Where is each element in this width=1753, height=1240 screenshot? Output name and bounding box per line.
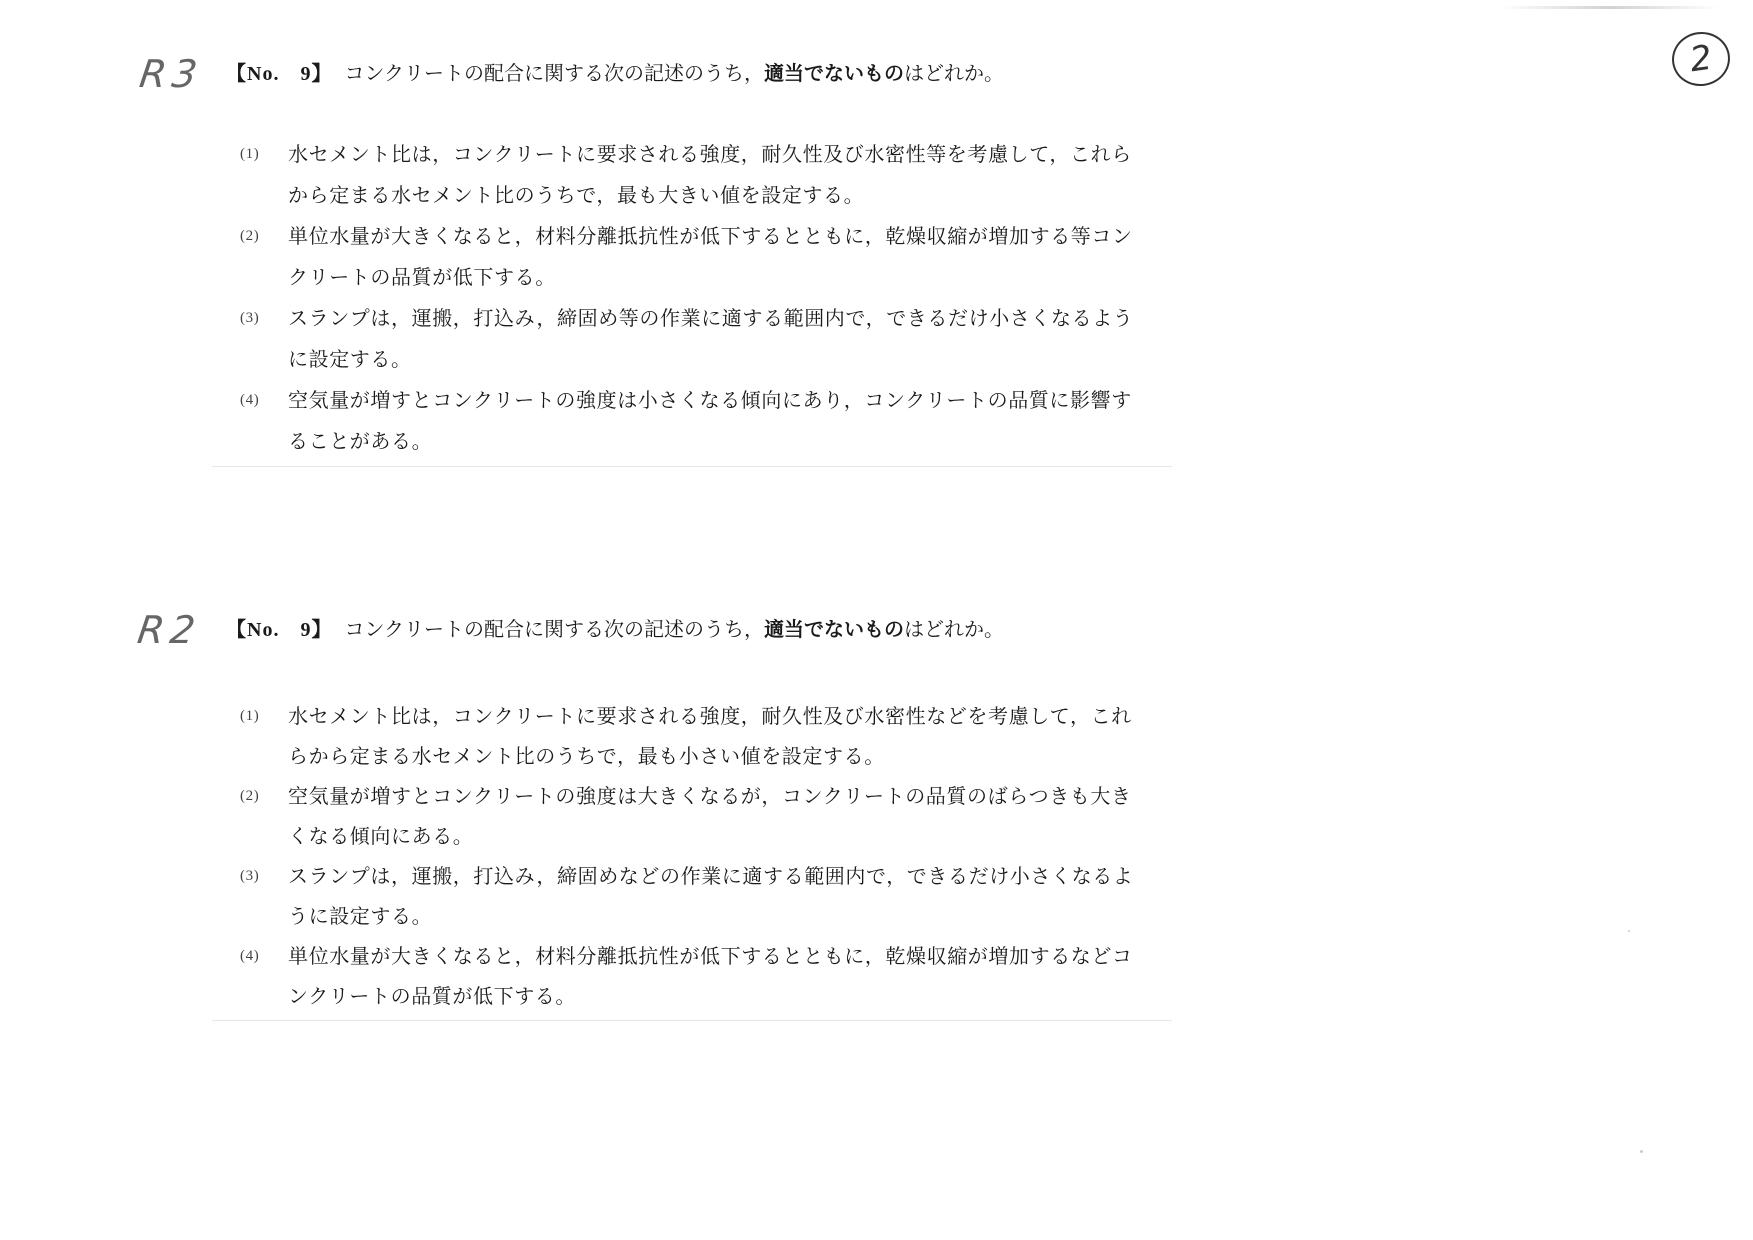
- choice-number: (3): [240, 310, 260, 326]
- choice-number: (3): [240, 868, 260, 884]
- choice-number: (4): [240, 948, 260, 964]
- choice-text: 空気量が増すとコンクリートの強度は小さくなる傾向にあり，コンクリートの品質に影響することがある。: [288, 388, 1132, 453]
- scan-speck: [1640, 1150, 1643, 1153]
- handwritten-year-label-r3: R3: [136, 52, 206, 96]
- question-emphasis: 適当でないもの: [764, 61, 905, 85]
- choice-text: 水セメント比は，コンクリートに要求される強度，耐久性及び水密性などを考慮して，これらから定まる水セメント比のうちで，最も小さい値を設定する。: [288, 704, 1132, 768]
- question-header: [226, 58, 1172, 89]
- choice-text: 単位水量が大きくなると，材料分離抵抗性が低下するとともに，乾燥収縮が増加するなどコンクリートの品質が低下する。: [288, 944, 1133, 1008]
- question-block-r2: [212, 614, 1172, 1008]
- question-emphasis: 適当でないもの: [764, 617, 905, 641]
- choice-text: スランプは，運搬，打込み，締固めなどの作業に適する範囲内で，できるだけ小さくなるように設定する。: [288, 864, 1134, 928]
- choice-item: [212, 216, 1172, 298]
- choice-number: (4): [240, 392, 260, 408]
- choice-number: (1): [240, 708, 260, 724]
- choice-list: [212, 696, 1172, 1021]
- question-block-r3: [212, 58, 1172, 453]
- choice-text: 単位水量が大きくなると，材料分離抵抗性が低下するとともに，乾燥収縮が増加する等コンクリートの品質が低下する。: [288, 224, 1133, 289]
- choice-item: [212, 380, 1172, 462]
- scan-edge-shadow: [1500, 6, 1720, 9]
- choice-item: [212, 936, 1172, 1016]
- choice-item: [212, 298, 1172, 380]
- question-text-before: コンクリートの配合に関する次の記述のうち，: [344, 61, 765, 85]
- page-number-circle: [1669, 28, 1734, 90]
- choice-item: [212, 776, 1172, 856]
- choice-number: (1): [240, 146, 260, 162]
- handwritten-year-label-r2: R2: [134, 608, 204, 652]
- choice-text: 水セメント比は，コンクリートに要求される強度，耐久性及び水密性等を考慮して，これらから定まる水セメント比のうちで，最も大きい値を設定する。: [288, 142, 1132, 207]
- question-number: 【No. 9】: [226, 63, 333, 85]
- choice-item: [212, 134, 1172, 216]
- question-number: 【No. 9】: [226, 619, 333, 641]
- question-text-after: はどれか。: [904, 617, 1005, 641]
- scan-speck: [1628, 930, 1630, 932]
- choice-number: (2): [240, 788, 260, 804]
- question-text-before: コンクリートの配合に関する次の記述のうち，: [344, 617, 765, 641]
- choice-item: [212, 696, 1172, 776]
- question-text-after: はどれか。: [904, 61, 1005, 85]
- page-number: 2: [1687, 37, 1715, 81]
- question-header: [226, 614, 1172, 645]
- choice-item: [212, 856, 1172, 936]
- choice-number: (2): [240, 228, 260, 244]
- choice-text: 空気量が増すとコンクリートの強度は大きくなるが，コンクリートの品質のばらつきも大きくなる傾向にある。: [288, 784, 1132, 848]
- choice-text: スランプは，運搬，打込み，締固め等の作業に適する範囲内で，できるだけ小さくなるように設定する。: [288, 306, 1134, 371]
- choice-list: [212, 134, 1172, 467]
